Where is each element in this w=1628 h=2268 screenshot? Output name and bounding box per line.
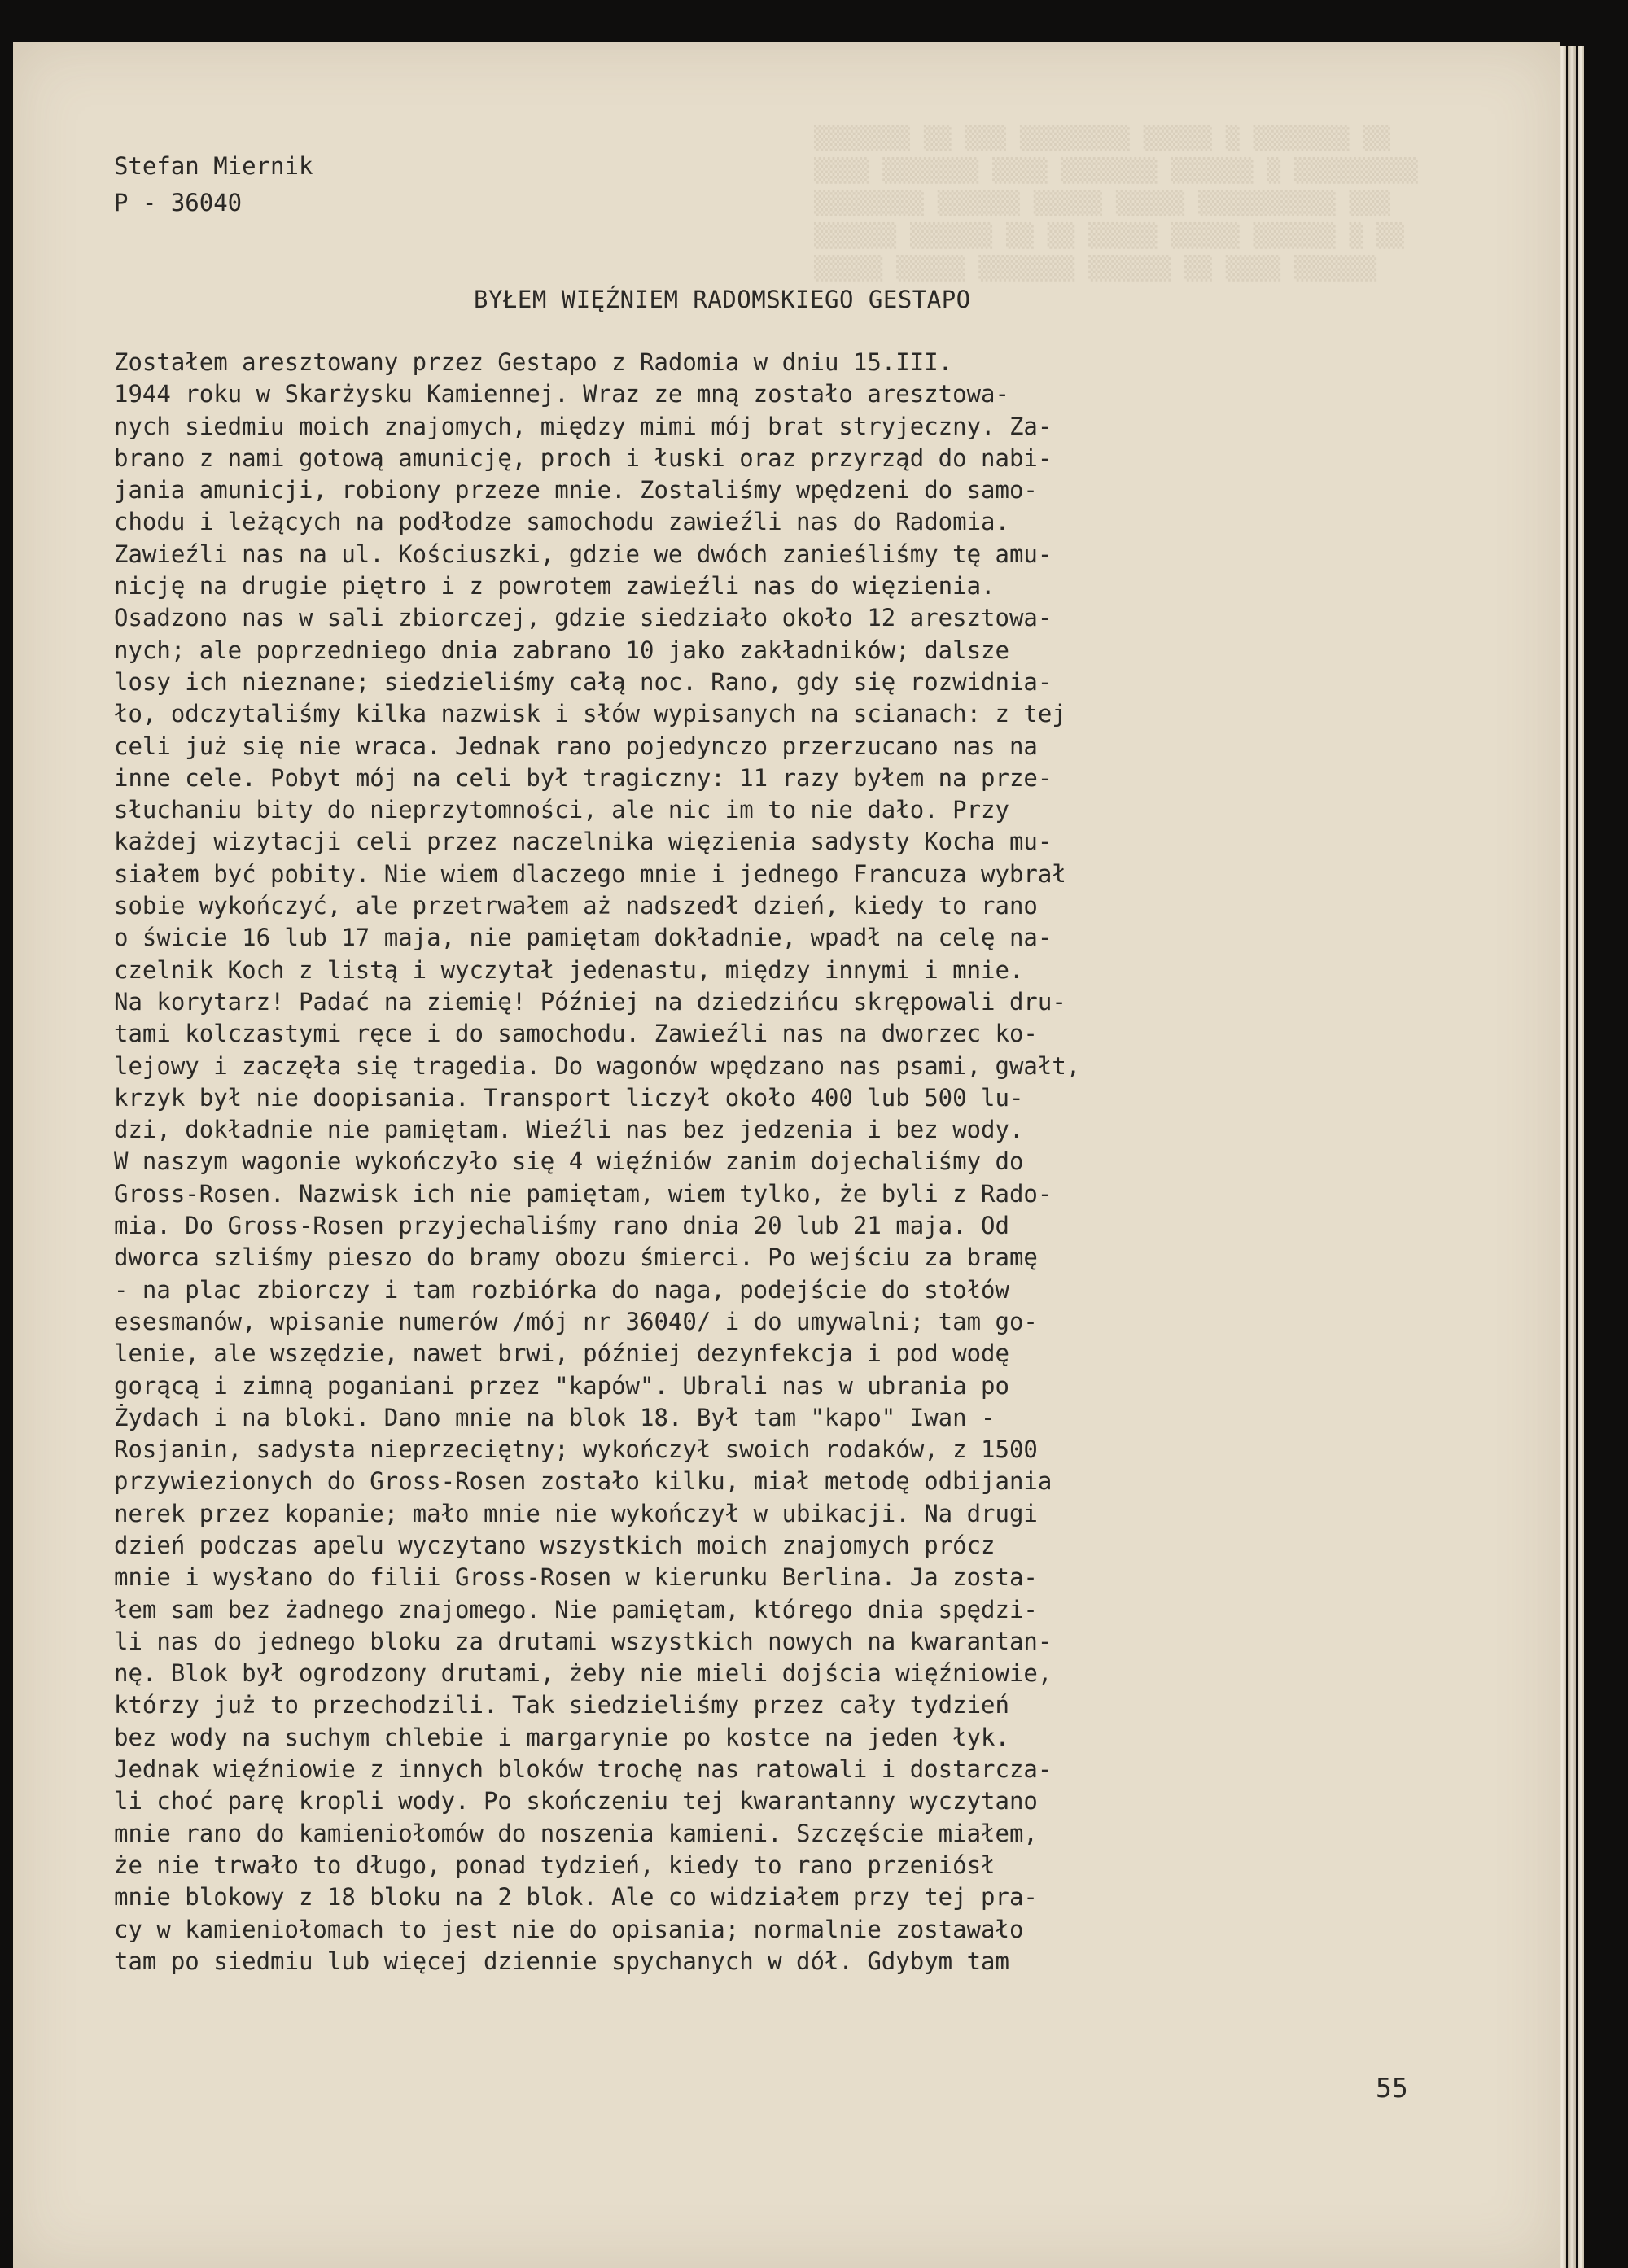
author-name: Stefan Miernik: [114, 152, 313, 180]
text-line: którzy już to przechodzili. Tak siedzieliśmy przez cały tydzień: [114, 1691, 1009, 1720]
text-line: mnie i wysłano do filii Gross-Rosen w kierunku Berlina. Ja zosta-: [114, 1563, 1038, 1592]
text-line: dzi, dokładnie nie pamiętam. Wieźli nas bez jedzenia i bez wody.: [114, 1116, 1024, 1144]
body-text: [114, 347, 1547, 1977]
text-line: Jednak więźniowie z innych bloków trochę nas ratowali i dostarcza-: [114, 1755, 1053, 1784]
text-line: łem sam bez żadnego znajomego. Nie pamiętam, którego dnia spędzi-: [114, 1595, 1038, 1623]
text-line: Żydach i na bloki. Dano mnie na blok 18. Był tam "kapo" Iwan -: [114, 1403, 996, 1431]
text-line: dworca szliśmy pieszo do bramy obozu śmierci. Po wejściu za bramę: [114, 1243, 1038, 1272]
text-line: Zawieźli nas na ul. Kościuszki, gdzie we dwóch zanieśliśmy tę amu-: [114, 540, 1053, 568]
text-line: o świcie 16 lub 17 maja, nie pamiętam dokładnie, wpadł na celę na-: [114, 924, 1053, 952]
author-block: [114, 148, 313, 221]
text-line: przywiezionych do Gross-Rosen zostało kilku, miał metodę odbijania: [114, 1467, 1053, 1496]
text-line: Gross-Rosen. Nazwisk ich nie pamiętam, wiem tylko, że byli z Rado-: [114, 1179, 1053, 1208]
text-line: li choć parę kropli wody. Po skończeniu tej kwarantanny wyczytano: [114, 1787, 1038, 1816]
text-line: czelnik Koch z listą i wyczytał jedenastu, między innymi i mnie.: [114, 955, 1024, 984]
text-line: W naszym wagonie wykończyło się 4 więźniów zanim dojechaliśmy do: [114, 1147, 1024, 1176]
text-line: mnie blokowy z 18 bloku na 2 blok. Ale co widziałem przy tej pra-: [114, 1883, 1038, 1912]
text-line: celi już się nie wraca. Jednak rano pojedynczo przerzucano nas na: [114, 732, 1038, 760]
text-line: 1944 roku w Skarżysku Kamiennej. Wraz ze mną zostało aresztowa-: [114, 380, 1009, 409]
text-line: Na korytarz! Padać na ziemię! Później na dziedzińcu skrępowali dru-: [114, 987, 1066, 1016]
text-line: nicję na drugie piętro i z powrotem zawieźli nas do więzienia.: [114, 572, 996, 601]
text-line: nerek przez kopanie; mało mnie nie wykończył w ubikacji. Na drugi: [114, 1499, 1038, 1527]
text-line: ło, odczytaliśmy kilka nazwisk i słów wypisanych na scianach: z tej: [114, 700, 1066, 728]
text-line: słuchaniu bity do nieprzytomności, ale nic im to nie dało. Przy: [114, 796, 1009, 824]
text-line: nych; ale poprzedniego dnia zabrano 10 jako zakładników; dalsze: [114, 636, 1009, 664]
text-line: li nas do jednego bloku za drutami wszystkich nowych na kwarantan-: [114, 1627, 1053, 1655]
text-line: brano z nami gotową amunicję, proch i łuski oraz przyrząd do nabi-: [114, 444, 1053, 472]
text-line: lejowy i zaczęła się tragedia. Do wagonów wpędzano nas psami, gwałt,: [114, 1051, 1081, 1080]
text-line: - na plac zbiorczy i tam rozbiórka do naga, podejście do stołów: [114, 1275, 1009, 1304]
text-line: lenie, ale wszędzie, nawet brwi, później dezynfekcja i pod wodę: [114, 1339, 1009, 1368]
page-edge: [1568, 46, 1576, 2268]
text-line: tami kolczastymi ręce i do samochodu. Zawieźli nas na dworzec ko-: [114, 1020, 1038, 1048]
text-line: że nie trwało to długo, ponad tydzień, kiedy to rano przeniósł: [114, 1851, 996, 1879]
text-line: krzyk był nie doopisania. Transport liczył około 400 lub 500 lu-: [114, 1083, 1024, 1112]
text-line: cy w kamieniołomach to jest nie do opisania; normalnie zostawało: [114, 1915, 1024, 1943]
page-number: 55: [1376, 2072, 1408, 2104]
text-line: esesmanów, wpisanie numerów /mój nr 36040/ i do umywalni; tam go-: [114, 1307, 1038, 1335]
text-line: losy ich nieznane; siedzieliśmy całą noc. Rano, gdy się rozwidnia-: [114, 667, 1053, 696]
text-line: gorącą i zimną poganiani przez "kapów". Ubrali nas w ubrania po: [114, 1371, 1009, 1400]
text-line: inne cele. Pobyt mój na celi był tragiczny: 11 razy byłem na prze-: [114, 763, 1053, 792]
text-line: nych siedmiu moich znajomych, między mimi mój brat stryjeczny. Za-: [114, 412, 1053, 440]
document-title: BYŁEM WIĘŹNIEM RADOMSKIEGO GESTAPO: [474, 286, 971, 313]
text-line: mnie rano do kamieniołomów do noszenia kamieni. Szczęście miałem,: [114, 1819, 1038, 1847]
text-line: tam po siedmiu lub więcej dziennie spychanych w dół. Gdybym tam: [114, 1947, 1009, 1975]
text-line: Osadzono nas w sali zbiorczej, gdzie siedziało około 12 aresztowa-: [114, 604, 1053, 632]
text-line: każdej wizytacji celi przez naczelnika więzienia sadysty Kocha mu-: [114, 828, 1053, 856]
text-line: Zostałem aresztowany przez Gestapo z Radomia w dniu 15.III.: [114, 348, 953, 376]
text-line: siałem być pobity. Nie wiem dlaczego mnie i jednego Francuza wybrał: [114, 859, 1066, 888]
text-line: chodu i leżących na podłodze samochodu zawieźli nas do Radomia.: [114, 508, 1009, 536]
text-line: nę. Blok był ogrodzony drutami, żeby nie mieli dojścia więźniowie,: [114, 1659, 1053, 1688]
prisoner-number: P - 36040: [114, 189, 243, 216]
text-line: Rosjanin, sadysta nieprzeciętny; wykończył swoich rodaków, z 1500: [114, 1436, 1038, 1464]
text-line: mia. Do Gross-Rosen przyjechaliśmy rano dnia 20 lub 21 maja. Od: [114, 1212, 1009, 1240]
text-line: dzień podczas apelu wyczytano wszystkich moich znajomych prócz: [114, 1531, 996, 1559]
text-line: jania amunicji, robiony przeze mnie. Zostaliśmy wpędzeni do samo-: [114, 476, 1038, 505]
text-line: bez wody na suchym chlebie i margarynie po kostce na jeden łyk.: [114, 1723, 1009, 1751]
text-line: sobie wykończyć, ale przetrwałem aż nadszedł dzień, kiedy to rano: [114, 892, 1038, 920]
page-edge: [1578, 46, 1584, 2268]
